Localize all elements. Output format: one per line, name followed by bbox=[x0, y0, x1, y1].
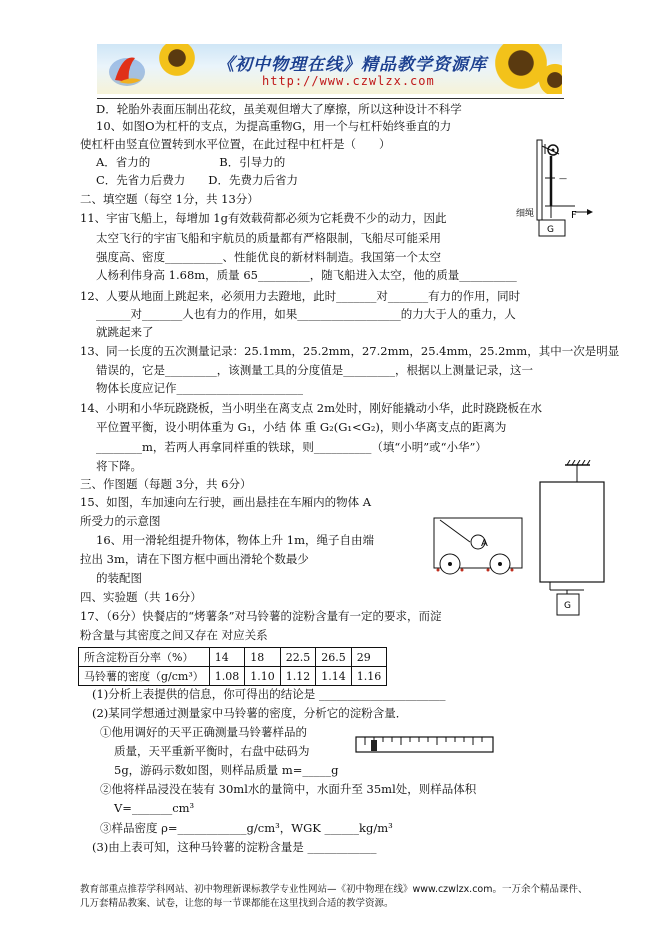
question-17-step1-line2: 质量，天平重新平衡时，右盘中砝码为 bbox=[114, 744, 310, 758]
table-cell: 22.5 bbox=[280, 648, 316, 667]
section-4-heading: 四、实验题（共 16分） bbox=[80, 590, 202, 604]
question-12: 12、人要从地面上跳起来，必须用力去蹬地，此时_______对_______有力的作用，同时 bbox=[80, 289, 521, 303]
question-17-step2-line2: V=_______cm³ bbox=[114, 801, 195, 815]
question-11-line2: 太空飞行的宇宙飞船和宇航员的质量都有严格限制，飞船尽可能采用 bbox=[96, 231, 441, 245]
question-14: 14、小明和小华玩跷跷板，当小明坐在离支点 2m处时，刚好能撬动小华，此时跷跷板在水 bbox=[80, 401, 543, 415]
svg-text:—: — bbox=[559, 174, 567, 183]
section-3-heading: 三、作图题（每题 3分，共 6分） bbox=[80, 477, 252, 491]
lever-figure bbox=[515, 136, 595, 244]
table-cell: 马铃薯的密度（g/cm³） bbox=[79, 667, 210, 686]
table-cell: 18 bbox=[245, 648, 281, 667]
table-cell: 所含淀粉百分率（%） bbox=[79, 648, 210, 667]
pulley-frame-figure bbox=[530, 460, 615, 625]
question-14-line3: ________m，若两人再拿同样重的铁球，则__________（填“小明”或“小华”） bbox=[96, 440, 487, 454]
header-divider bbox=[97, 98, 564, 99]
question-17-line2: 粉含量与其密度之间又存在 对应关系 bbox=[80, 628, 268, 642]
section-2-heading: 二、填空题（每空 1分，共 13分） bbox=[80, 192, 259, 206]
question-10-options-ab: A．省力的 B．引导力的 bbox=[96, 155, 286, 169]
starch-density-table bbox=[78, 647, 387, 686]
question-17-step3: ③样品密度 ρ=____________g/cm³，WGK ______kg/m³ bbox=[100, 821, 393, 835]
balance-scale-figure bbox=[355, 736, 495, 754]
question-13-line2: 错误的，它是_________，该测量工具的分度值是_________，根据以上测量记录，这一 bbox=[96, 363, 533, 377]
question-11: 11、宇宙飞船上，每增加 1g有效载荷都必须为它耗费不少的动力，因此 bbox=[80, 211, 447, 225]
question-11-line4: 人杨利伟身高 1.68m，质量 65_________，随飞船进入太空，他的质量__________ bbox=[96, 268, 517, 282]
question-17-step1-line3: 5g，游码示数如图，则样品质量 m=_____g bbox=[114, 763, 339, 777]
question-13: 13、同一长度的五次测量记录：25.1mm，25.2mm，27.2mm，25.4mm，25.2mm，其中一次是明显 bbox=[80, 344, 620, 358]
question-14-line2: 平位置平衡，设小明体重为 G₁，小结 体 重 G₂(G₁<G₂)，则小华离支点的距离为 bbox=[96, 420, 507, 434]
question-17: 17、（6分）快餐店的“烤薯条”对马铃薯的淀粉含量有一定的要求，而淀 bbox=[80, 609, 442, 623]
banner-url: http://www.czwlzx.com bbox=[262, 74, 435, 88]
question-16-line3: 的装配图 bbox=[96, 571, 142, 585]
lever-weight-label: G bbox=[547, 225, 554, 235]
question-17-part3: (3)由上表可知，这种马铃薯的淀粉含量是 ____________ bbox=[92, 840, 377, 854]
question-12-line2: ______对_______人也有力的作用，如果__________________的力大于人的重力，人 bbox=[96, 307, 516, 321]
question-17-part2: (2)某同学想通过测量家中马铃薯的密度，分析它的淀粉含量． bbox=[92, 706, 408, 720]
question-10-options-cd: C．先省力后费力 D．先费力后省力 bbox=[96, 173, 299, 187]
pulley-weight-label: G bbox=[564, 601, 571, 611]
question-10: 10、如图O为杠杆的支点，为提高重物G，用一个与杠杆始终垂直的力 bbox=[96, 119, 452, 133]
question-15-line2: 所受力的示意图 bbox=[80, 514, 161, 528]
table-cell: 14 bbox=[209, 648, 245, 667]
question-11-line3: 强度高、密度__________、性能优良的新材料制造。我国第一个太空 bbox=[96, 250, 441, 264]
table-cell: 1.12 bbox=[280, 667, 316, 686]
question-16-line2: 拉出 3m，请在下图方框中画出滑轮个数最少 bbox=[80, 552, 309, 566]
table-cell: 1.10 bbox=[245, 667, 281, 686]
table-row bbox=[79, 667, 387, 686]
question-17-part1: (1)分析上表提供的信息，你可得出的结论是 ______________________ bbox=[92, 687, 446, 701]
sunflower-image bbox=[157, 44, 197, 78]
question-17-step1: ①他用调好的天平正确测量马铃薯样品的 bbox=[100, 725, 307, 739]
table-row bbox=[79, 648, 387, 667]
option-d-line: D．轮胎外表面压制出花纹，虽美观但增大了摩擦，所以这种设计不科学 bbox=[96, 102, 462, 116]
table-cell: 26.5 bbox=[316, 648, 352, 667]
question-10-cont: 使杠杆由竖直位置转到水平位置，在此过程中杠杆是（ ） bbox=[80, 137, 391, 151]
question-16: 16、用一滑轮组提升物体，物体上升 1m，绳子自由端 bbox=[96, 533, 375, 547]
lever-rope-label: 细绳 bbox=[516, 209, 535, 219]
question-12-line3: 就跳起来了 bbox=[96, 325, 154, 339]
table-cell: 1.08 bbox=[209, 667, 245, 686]
question-17-step2: ②他将样品浸没在装有 30ml水的量筒中，水面升至 35ml处，则样品体积 bbox=[100, 782, 477, 796]
lever-force-label: F bbox=[571, 210, 577, 221]
table-cell: 29 bbox=[351, 648, 387, 667]
table-cell: 1.16 bbox=[351, 667, 387, 686]
logo-icon bbox=[105, 50, 147, 90]
footer-note: 教育部重点推荐学科网站、初中物理新课标教学专业性网站—《初中物理在线》www.czwlzx.com。一万余个精品课件、几万套精品教案、试卷，让您的每一节课都能在这里找到合适的教学资源。 bbox=[80, 884, 588, 909]
table-cell: 1.14 bbox=[316, 667, 352, 686]
question-13-line3: 物体长度应记作______________________ bbox=[96, 381, 303, 395]
drawing-box bbox=[540, 482, 604, 582]
banner-title: 《初中物理在线》精品教学资源库 bbox=[217, 55, 487, 75]
car-figure bbox=[430, 512, 528, 580]
question-15: 15、如图，车加速向左行驶，画出悬挂在车厢内的物体 A bbox=[80, 495, 372, 509]
car-object-label: A bbox=[481, 538, 488, 549]
header-banner bbox=[97, 44, 562, 94]
question-14-line4: 将下降。 bbox=[96, 459, 142, 473]
